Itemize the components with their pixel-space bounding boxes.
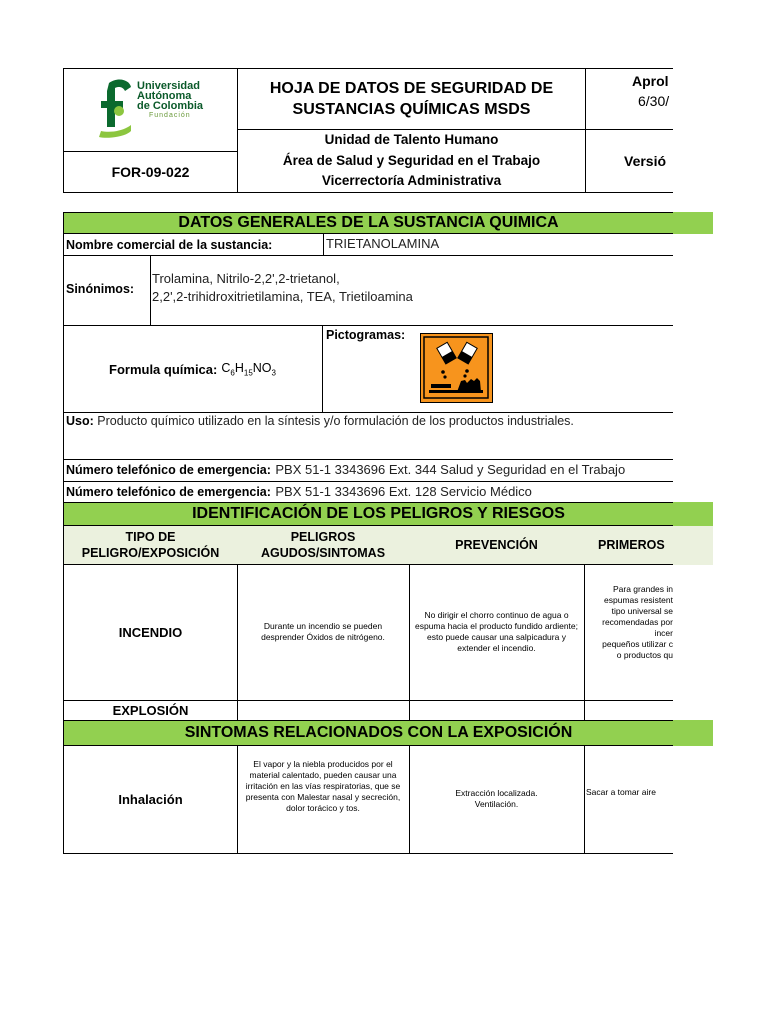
unit-line-3: Vicerrectoría Administrativa <box>321 173 502 189</box>
phone-text-1: PBX 51-1 3343696 Ext. 344 Salud y Seguridad en el Trabajo <box>275 462 626 477</box>
trade-name-label: Nombre comercial de la sustancia: <box>66 238 273 252</box>
version-cell <box>585 129 673 193</box>
unit-line-1: Unidad de Talento Humano <box>324 132 499 148</box>
use-text: Producto químico utilizado en la síntesis y/o formulación de los productos industriales. <box>97 414 574 428</box>
col-header-type-line-2: PELIGRO/EXPOSICIÓN <box>81 546 220 560</box>
hazard-type-fire: INCENDIO <box>63 564 238 701</box>
unit-line-2: Área de Salud y Seguridad en el Trabajo <box>282 152 541 168</box>
col-header-type-line-1: TIPO DE <box>125 530 176 544</box>
phone-row-2 <box>63 482 673 502</box>
general-section-title-extension <box>673 212 713 234</box>
approved-date: 6/30/ <box>638 93 670 109</box>
col-header-symptoms-line-1: PELIGROS <box>290 530 356 544</box>
synonyms-line-2: 2,2',2-trihidroxitrietilamina, TEA, Trietiloamina <box>152 289 413 304</box>
university-logo-icon <box>95 77 135 139</box>
synonyms-label: Sinónimos: <box>63 256 151 326</box>
col-header-prevention-text: PREVENCIÓN <box>455 538 538 552</box>
inhalation-prevention-line-2: Ventilación. <box>474 799 519 809</box>
version-label: Versió <box>624 153 667 169</box>
logo-text-universidad: Universidad <box>137 80 200 92</box>
first-aid-line: incer <box>654 628 673 638</box>
corrosive-pictogram <box>420 333 493 403</box>
logo-text-fundacion: Fundación <box>149 112 191 119</box>
title-line-2: SUSTANCIAS QUÍMICAS MSDS <box>292 101 531 118</box>
exposure-type-inhalation: Inhalación <box>63 745 238 854</box>
first-aid-line: o productos qu <box>616 650 673 660</box>
unit-info <box>237 129 586 193</box>
col-header-extension <box>673 526 713 565</box>
inhalation-prevention-line-1: Extracción localizada. <box>455 788 538 798</box>
hazard-fire-prevention: No dirigir el chorro continuo de agua o espuma hacia el producto fundido ardiente; esto puede causar una salpicadura y extender el incendio. <box>409 564 585 701</box>
first-aid-line: Para grandes in <box>612 584 673 594</box>
exposure-section-title: SINTOMAS RELACIONADOS CON LA EXPOSICIÓN <box>63 720 673 746</box>
form-code: FOR-09-022 <box>63 151 238 193</box>
logo-cell <box>63 68 238 152</box>
formula-label: Formula química: <box>109 362 218 377</box>
synonyms-line-1: Trolamina, Nitrilo-2,2',2-trietanol, <box>152 271 340 286</box>
formula-value: $C_6H_{15}NO_3$ <box>221 361 276 378</box>
title-line-1: HOJA DE DATOS DE SEGURIDAD DE <box>269 80 554 97</box>
pictograms-label: Pictogramas: <box>326 328 406 342</box>
hazard-fire-symptoms: Durante un incendio se pueden desprender Óxidos de nitrógeno. <box>237 564 410 701</box>
formula-cell <box>63 326 323 413</box>
inhalation-symptoms: El vapor y la niebla producidos por el material calentado, pueden causar una irritación en las vías respiratorias, que se presenta con Malestar nasal y secreción, dolor torácico y tos. <box>237 745 410 854</box>
approved-label: Aprol <box>632 73 669 89</box>
col-header-symptoms <box>237 526 410 565</box>
general-section-title: DATOS GENERALES DE LA SUSTANCIA QUIMICA <box>63 212 673 234</box>
hazard-explosion-symptoms <box>237 700 410 721</box>
col-header-type <box>63 526 238 565</box>
logo-text-colombia: de Colombia <box>137 100 204 112</box>
hazard-explosion-prevention <box>409 700 585 721</box>
document-title <box>237 68 586 130</box>
logo-text-autonoma: Autónoma <box>137 90 192 102</box>
col-header-symptoms-line-2: AGUDOS/SINTOMAS <box>260 546 386 560</box>
approved-cell <box>585 68 673 130</box>
hazards-section-title: IDENTIFICACIÓN DE LOS PELIGROS Y RIESGOS <box>63 502 673 526</box>
first-aid-line: espumas resistent <box>604 595 673 605</box>
first-aid-line: tipo universal se <box>611 606 673 616</box>
hazard-fire-first-aid <box>584 564 673 701</box>
phone-label-1: Número telefónico de emergencia: <box>66 463 271 477</box>
trade-name-value: TRIETANOLAMINA <box>323 234 673 256</box>
col-header-first-aid <box>584 526 673 565</box>
use-row <box>63 413 673 460</box>
phone-text-2: PBX 51-1 3343696 Ext. 128 Servicio Médico <box>275 484 532 499</box>
col-header-prevention <box>409 526 585 565</box>
phone-row-1 <box>63 460 673 482</box>
synonyms-value <box>152 270 672 306</box>
use-label: Uso: <box>66 414 94 428</box>
hazards-section-title-extension <box>673 502 713 526</box>
first-aid-line: pequeños utilizar c <box>602 639 673 649</box>
phone-label-2: Número telefónico de emergencia: <box>66 485 271 499</box>
inhalation-prevention <box>409 745 585 854</box>
exposure-section-title-extension <box>673 720 713 746</box>
corrosive-icon <box>421 334 491 401</box>
inhalation-first-aid: Sacar a tomar aire <box>584 745 673 854</box>
col-header-first-aid-text: PRIMEROS <box>598 538 665 552</box>
first-aid-line: recomendadas por <box>602 617 673 627</box>
hazard-type-explosion: EXPLOSIÓN <box>63 700 238 721</box>
